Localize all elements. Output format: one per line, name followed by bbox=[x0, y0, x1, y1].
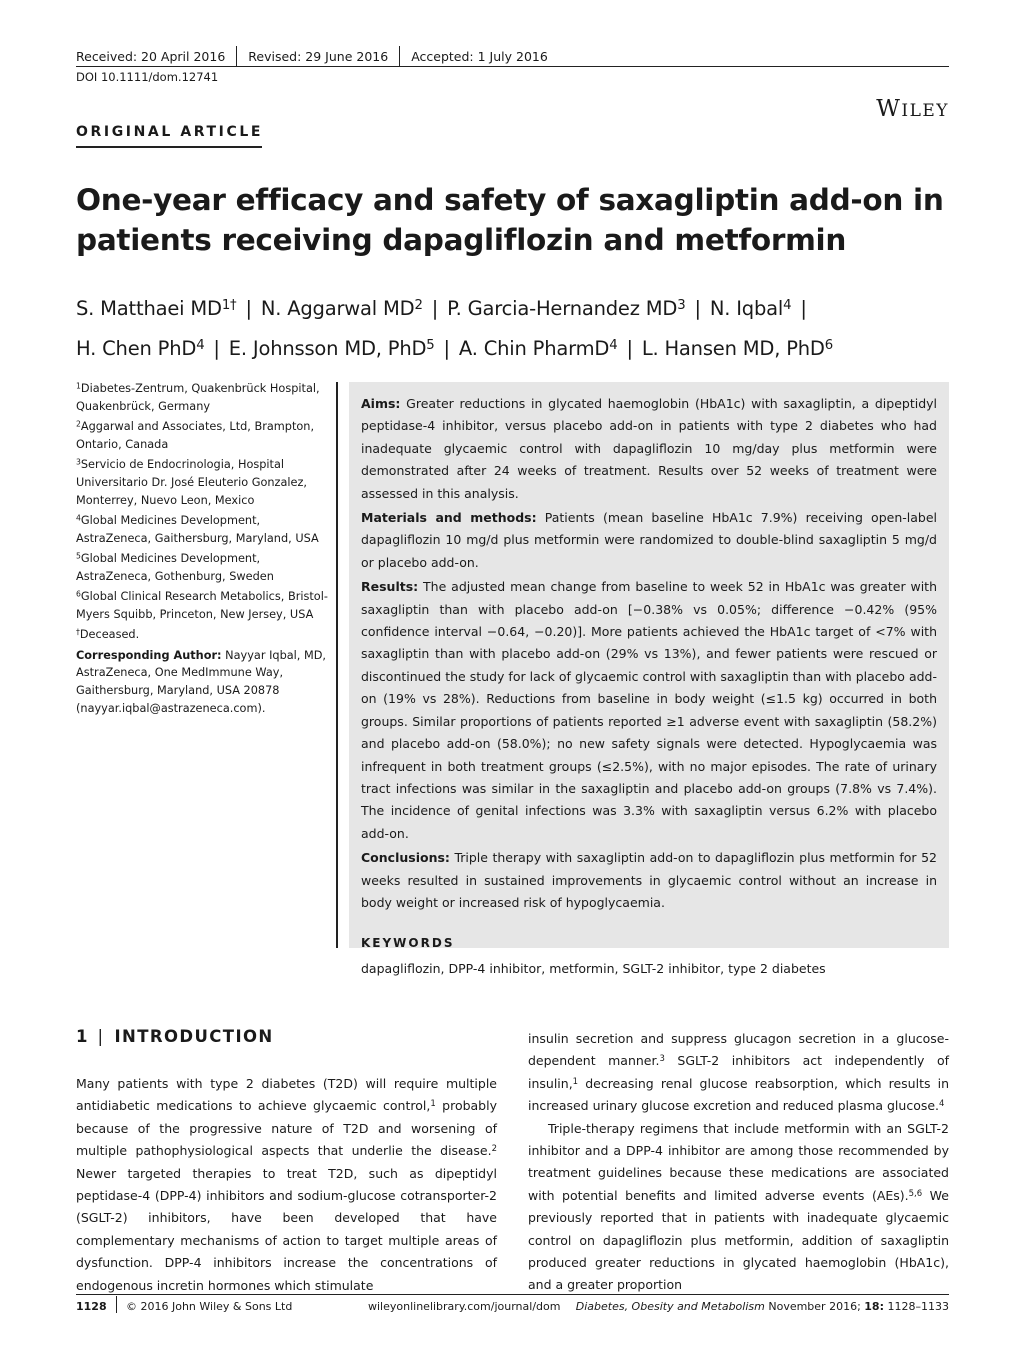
article-type-underline bbox=[76, 146, 262, 148]
footer-rule bbox=[76, 1294, 949, 1295]
affiliation: $^1$Diabetes-Zentrum, Quakenbrück Hospital, Quakenbrück, Germany bbox=[76, 381, 320, 413]
journal-url-link[interactable]: wileyonlinelibrary.com/journal/dom bbox=[368, 1300, 561, 1313]
abstract-conclusions: Conclusions: Triple therapy with saxagliptin add-on to dapagliflozin plus metformin for 52 weeks resulted in sustained improvements in glycaemic control without an increase in body weight or increased risk of hypoglycaemia. bbox=[361, 850, 937, 910]
intro-left-column bbox=[76, 1073, 497, 1297]
author: H. Chen PhD$^4$ bbox=[76, 337, 205, 360]
page-number: 1128 bbox=[76, 1300, 107, 1313]
doi: DOI 10.1111/dom.12741 bbox=[76, 70, 219, 84]
abstract-aims: Aims: Greater reductions in glycated haemoglobin (HbA1c) with saxagliptin, a dipeptidyl peptidase-4 inhibitor, versus placebo add-on in patients with type 2 diabetes who had inadequate glycaemic control with dapagliflozin 10 mg/day plus metformin were demonstrated after 24 weeks of treatment. Results over 52 weeks of treatment were assessed in this analysis. bbox=[361, 396, 937, 501]
keywords-heading: KEYWORDS bbox=[361, 936, 455, 951]
author: L. Hansen MD, PhD$^6$ bbox=[641, 337, 833, 360]
affiliation: $^4$Global Medicines Development, AstraZeneca, Gaithersburg, Maryland, USA bbox=[76, 513, 319, 545]
page-footer bbox=[76, 1300, 949, 1316]
intro-paragraph: insulin secretion and suppress glucagon secretion in a glucose-dependent manner.$^3$ SGLT-2 inhibitors act independently of insulin,$^1$ decreasing renal glucose reabsorption, which results in increased urinary glucose excretion and reduced plasma glucose.$^4$ bbox=[528, 1031, 949, 1114]
author: N. Aggarwal $MD^2$ bbox=[260, 297, 423, 320]
affiliation: $^6$Global Clinical Research Metabolics, Bristol-Myers Squibb, Princeton, New Jersey, USA bbox=[76, 589, 328, 622]
article-history bbox=[76, 46, 548, 66]
keywords-list: dapagliflozin, DPP-4 inhibitor, metformin, SGLT-2 inhibitor, type 2 diabetes bbox=[361, 961, 826, 977]
footer-divider bbox=[116, 1296, 117, 1313]
author: S. Matthaei $MD^{1\dagger}$ bbox=[76, 297, 237, 320]
article-type: ORIGINAL ARTICLE bbox=[76, 124, 264, 140]
revised-date: Revised: 29 June 2016 bbox=[248, 48, 389, 64]
abstract-results: Results: The adjusted mean change from baseline to week 52 in HbA1c was greater with saxagliptin than with placebo add-on [−0.38% vs 0.05%; difference −0.42% (95% confidence interval −0.64, −0.20)]. More patients achieved the HbA1c target of <7% with saxagliptin than with placebo add-on (29% vs 13%), and fewer patients were rescued or discontinued the study for lack of glycaemic control with saxagliptin than with placebo add-on (19% vs 28%). Reductions from baseline in body weight (≤1.5 kg) occurred in both groups. Similar proportions of patients reported ≥1 adverse event with saxagliptin (58.2%) and placebo add-on (58.0%); no new safety signals were detected. Hypoglycaemia was infrequent in both treatment groups (≤2.5%), with no major episodes. The rate of urinary tract infections was similar in the saxagliptin and placebo add-on groups (7.8% vs 7.4%). The incidence of genital infections was 3.3% with saxagliptin versus 6.2% with placebo add-on. bbox=[361, 579, 937, 841]
column-divider bbox=[336, 382, 338, 948]
accepted-date: Accepted: 1 July 2016 bbox=[411, 48, 548, 64]
author: P. Garcia-Hernandez $MD^3$ bbox=[447, 297, 686, 320]
author: N. Iqbal$^4$ bbox=[709, 297, 792, 320]
author: A. Chin PharmD$^4$ bbox=[458, 337, 618, 360]
journal-citation: Diabetes, Obesity and Metabolism November 2016; 18: 1128–1133 bbox=[575, 1300, 949, 1313]
corresponding-author: Corresponding Author: Nayyar Iqbal, MD, AstraZeneca, One MedImmune Way, Gaithersburg, Maryland, USA 20878 (nayyar.iqbal@astrazeneca.com). bbox=[76, 648, 327, 716]
deceased-note: †Deceased. bbox=[76, 627, 140, 642]
section-heading-introduction: 1 | INTRODUCTION bbox=[76, 1027, 274, 1046]
publisher-logo bbox=[876, 96, 949, 122]
intro-paragraph: Triple-therapy regimens that include metformin with an SGLT-2 inhibitor and a DPP-4 inhibitor are among those recommended by treatment guidelines because these medications are associated with potential benefits and limited adverse events (AEs).$^{5,6}$ We previously reported that in patients with inadequate glycaemic control on dapagliflozin plus metformin, addition of saxagliptin produced greater reductions in glycated haemoglobin (HbA1c), and a greater proportion bbox=[528, 1120, 949, 1293]
author: E. Johnsson MD, PhD$^5$ bbox=[228, 337, 435, 360]
article-title: One-year efficacy and safety of saxagliptin add-on in patients receiving dapagliflozin and metformin bbox=[76, 183, 944, 257]
intro-paragraph: Many patients with type 2 diabetes (T2D) will require multiple antidiabetic medications to achieve glycaemic control,$^1$ probably because of the progressive nature of T2D and worsening of multiple pathophysiological aspects that underlie the disease.$^2$ Newer targeted therapies to treat T2D, such as dipeptidyl peptidase-4 (DPP-4) inhibitors and sodium-glucose cotransporter-2 (SGLT-2) inhibitors, have been developed that have complementary mechanisms of action to target multiple areas of dysfunction. DPP-4 inhibitors increase the concentrations of endogenous incretin hormones which stimulate bbox=[76, 1076, 497, 1293]
publisher-logo-initial: W bbox=[876, 96, 902, 122]
history-divider bbox=[236, 46, 237, 66]
received-date: Received: 20 April 2016 bbox=[76, 48, 226, 64]
publisher-logo-rest: ILEY bbox=[901, 101, 949, 121]
affiliation: $^3$Servicio de Endocrinologia, Hospital Universitario Dr. José Eleuterio Gonzalez, Monterrey, Nuevo Leon, Mexico bbox=[76, 457, 308, 507]
intro-right-column bbox=[528, 1028, 949, 1297]
history-divider bbox=[399, 46, 400, 66]
author-list: S. Matthaei $MD^{1\dagger}$ | N. Aggarwal $MD^2$ | P. Garcia-Hernandez $MD^3$ | N. Iqbal$^4$ | H. Chen PhD$^4$ | E. Johnsson MD, PhD$^5$ | A. Chin PharmD$^4$ | L. Hansen MD, PhD$^6$ bbox=[76, 297, 833, 360]
abstract-box bbox=[349, 382, 949, 977]
header-rule bbox=[76, 66, 949, 67]
affiliations bbox=[76, 380, 328, 720]
copyright: © 2016 John Wiley & Sons Ltd bbox=[126, 1300, 293, 1313]
affiliation: $^5$Global Medicines Development, AstraZeneca, Gothenburg, Sweden bbox=[76, 551, 274, 583]
abstract-methods: Materials and methods: Patients (mean baseline HbA1c 7.9%) receiving open-label dapagliflozin 10 mg/d plus metformin were randomized to double-blind saxagliptin 5 mg/d or placebo add-on. bbox=[361, 510, 937, 570]
affiliation: $^2$Aggarwal and Associates, Ltd, Brampton, Ontario, Canada bbox=[76, 419, 315, 451]
